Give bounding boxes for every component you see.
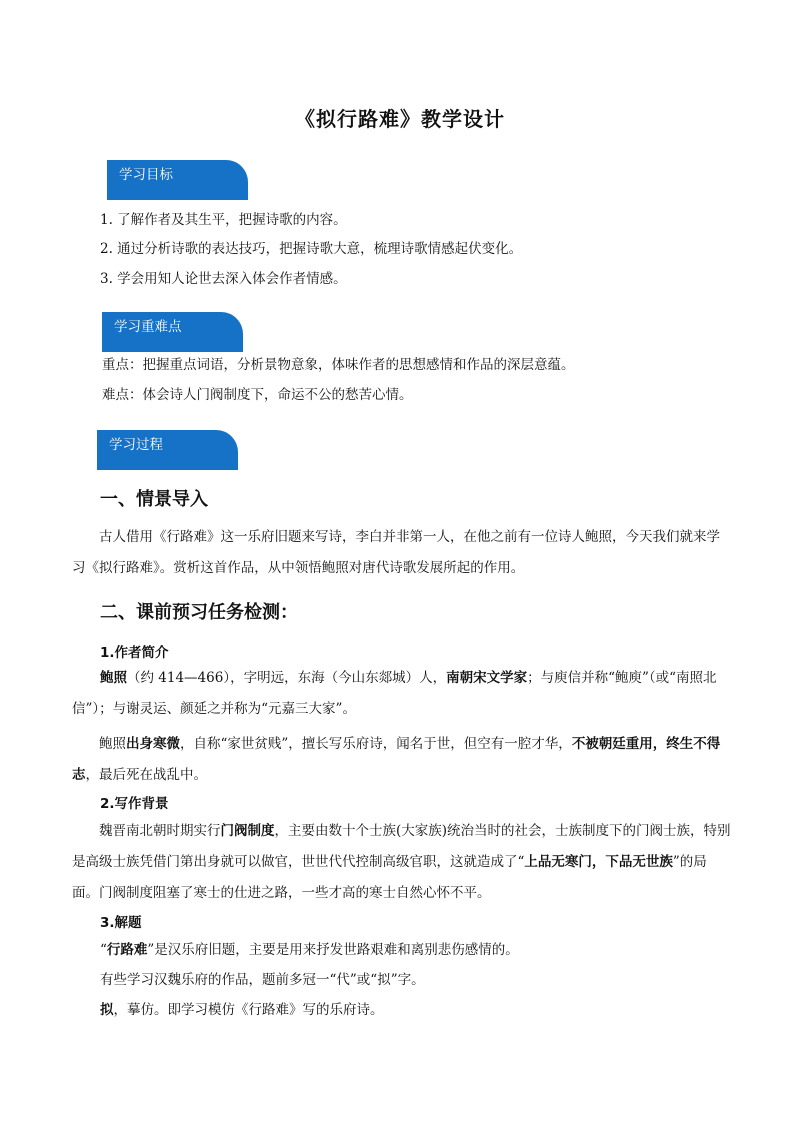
text-span: ；与庾信并称“鲍庾”（或“南照北信”）；与谢灵运、颜延之并称为“元嘉三大家”。 xyxy=(72,670,717,717)
explain-line-2: 有些学习汉魏乐府的作品，题前多冠一“代”或“拟”字。 xyxy=(100,972,425,988)
paragraph-intro: 古人借用《行路难》这一乐府旧题来写诗，李白并非第一人，在他之前有一位诗人鲍照，今天我们就来学习《拟行路难》。赏析这首作品，从中领悟鲍照对唐代诗歌发展所起的作用。 xyxy=(72,529,720,576)
objective-item-1: 1. 了解作者及其生平，把握诗歌的内容。 xyxy=(100,212,347,228)
emphasis-text: 南朝宋文学家 xyxy=(446,670,528,686)
section-tab-key-points xyxy=(102,312,243,352)
heading-part2: 二、课前预习任务检测： xyxy=(100,602,298,623)
emphasis-text: 门阀制度 xyxy=(220,823,275,839)
text-span: ”是汉乐府旧题，主要是用来抒发世路艰难和离别悲伤感情的。 xyxy=(147,942,519,958)
section-tab-objectives xyxy=(107,160,248,200)
heading-part1: 一、情景导入 xyxy=(100,489,208,510)
text-span: ，最后死在战乱中。 xyxy=(85,767,207,783)
emphasis-text: 拟 xyxy=(100,1002,114,1018)
section-tab-label: 学习目标 xyxy=(119,167,173,183)
paragraph-background xyxy=(72,816,732,909)
paragraph-author-2 xyxy=(72,729,732,791)
text-span: ”的局面。门阀制度阻塞了寒士的仕进之路，一些才高的寒士自然心怀不平。 xyxy=(72,854,707,901)
author-name: 鲍照 xyxy=(100,670,127,686)
section-tab-label: 学习重难点 xyxy=(114,319,182,335)
document-title: 《拟行路难》教学设计 xyxy=(295,107,505,131)
section-tab-label: 学习过程 xyxy=(109,437,163,453)
objective-item-3: 3. 学会用知人论世去深入体会作者情感。 xyxy=(100,271,347,287)
objective-item-2: 2. 通过分析诗歌的表达技巧，把握诗歌大意，梳理诗歌情感起伏变化。 xyxy=(100,241,523,257)
emphasis-text: 行路难 xyxy=(106,942,148,958)
subheading-author: 1.作者简介 xyxy=(100,645,169,661)
emphasis-text: 不被朝廷重用，终生不得志 xyxy=(72,736,721,783)
explain-line-1 xyxy=(100,940,519,960)
key-point-difficulty: 难点：体会诗人门阀制度下，命运不公的愁苦心情。 xyxy=(102,387,413,403)
text-span: “ xyxy=(100,942,107,958)
subheading-background: 2.写作背景 xyxy=(100,796,169,812)
subheading-explain: 3.解题 xyxy=(100,915,142,931)
paragraph-author-1 xyxy=(72,663,732,725)
text-span: ，自称“家世贫贱”，擅长写乐府诗，闻名于世，但空有一腔才华， xyxy=(180,736,572,752)
text-span: （约 414—466），字明远，东海（今山东郯城）人， xyxy=(127,670,447,686)
explain-line-3 xyxy=(100,1000,384,1020)
section-tab-process xyxy=(97,430,238,470)
text-span: ，摹仿。即学习模仿《行路难》写的乐府诗。 xyxy=(113,1002,384,1018)
text-span: 魏晋南北朝时期实行 xyxy=(99,823,221,839)
key-point-focus: 重点：把握重点词语，分析景物意象，体味作者的思想感情和作品的深层意蕴。 xyxy=(102,357,575,373)
text-span: ，主要由数十个士族(大家族)统治当时的社会，士族制度下的门阀士族，特别是高级士族凭借门第出身就可以做官，世世代代控制高级官职，这就造成了“ xyxy=(72,823,731,870)
text-span: 鲍照 xyxy=(99,736,126,752)
emphasis-text: 出身寒微 xyxy=(126,736,180,752)
emphasis-text: 上品无寒门，下品无世族 xyxy=(524,854,673,870)
